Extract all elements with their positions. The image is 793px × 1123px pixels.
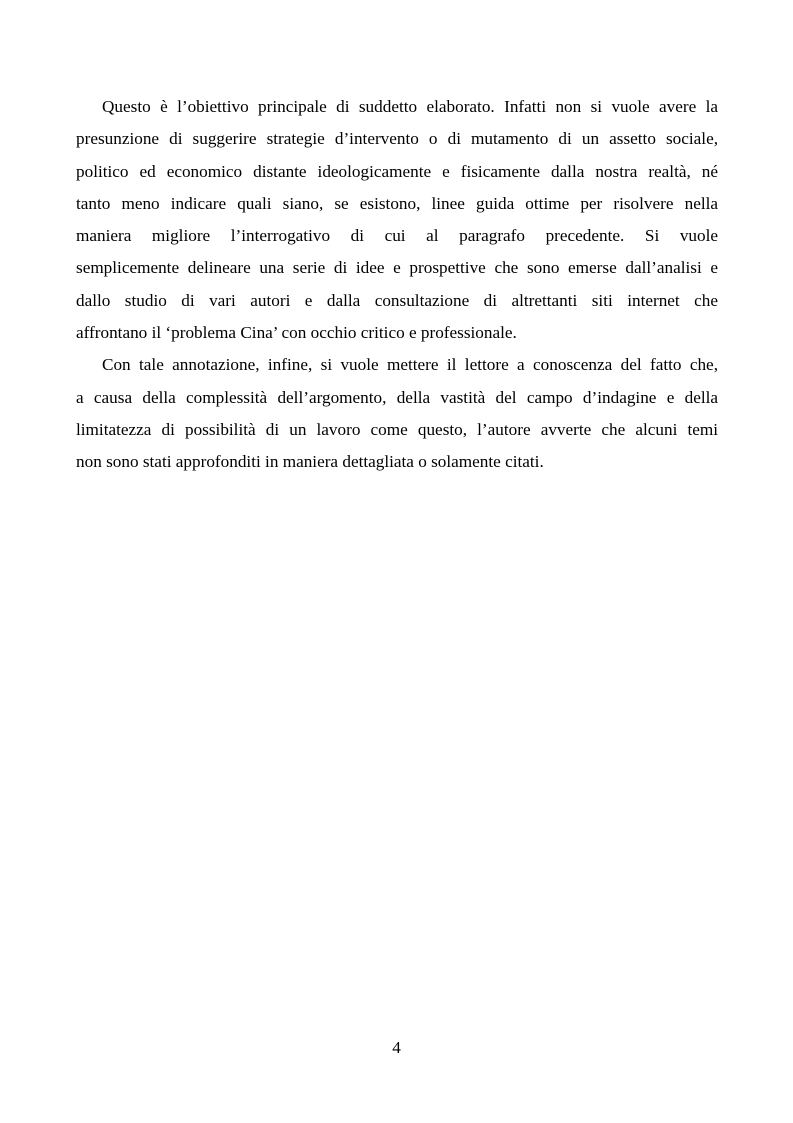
body-text	[76, 91, 718, 479]
paragraph-line: Con tale annotazione, infine, si vuole mettere il lettore a conoscenza del fatto che,	[102, 355, 718, 375]
paragraph-line: affrontano il ‘problema Cina’ con occhio critico e professionale.	[76, 323, 517, 343]
paragraph-line: politico ed economico distante ideologicamente e fisicamente dalla nostra realtà, né	[76, 161, 718, 181]
paragraph-line: maniera migliore l’interrogativo di cui al paragrafo precedente. Si vuole	[76, 226, 718, 246]
paragraph-line: a causa della complessità dell’argomento, della vastità del campo d’indagine e della	[76, 387, 718, 407]
paragraph-line: Questo è l’obiettivo principale di suddetto elaborato. Infatti non si vuole avere la	[102, 97, 718, 116]
paragraph-line: dallo studio di vari autori e dalla consultazione di altrettanti siti internet che	[76, 290, 718, 310]
paragraph-line: limitatezza di possibilità di un lavoro come questo, l’autore avverte che alcuni temi	[76, 419, 718, 439]
paragraph-line: non sono stati approfonditi in maniera dettagliata o solamente citati.	[76, 452, 544, 472]
paragraph-line: semplicemente delineare una serie di idee e prospettive che sono emerse dall’analisi e	[76, 258, 718, 278]
paragraph-1	[76, 91, 718, 349]
page-number: 4	[392, 1038, 401, 1057]
paragraph-line: tanto meno indicare quali siano, se esistono, linee guida ottime per risolvere nella	[76, 193, 718, 213]
paragraph-line: presunzione di suggerire strategie d’intervento o di mutamento di un assetto sociale,	[76, 129, 718, 149]
paragraph-2	[76, 349, 718, 478]
